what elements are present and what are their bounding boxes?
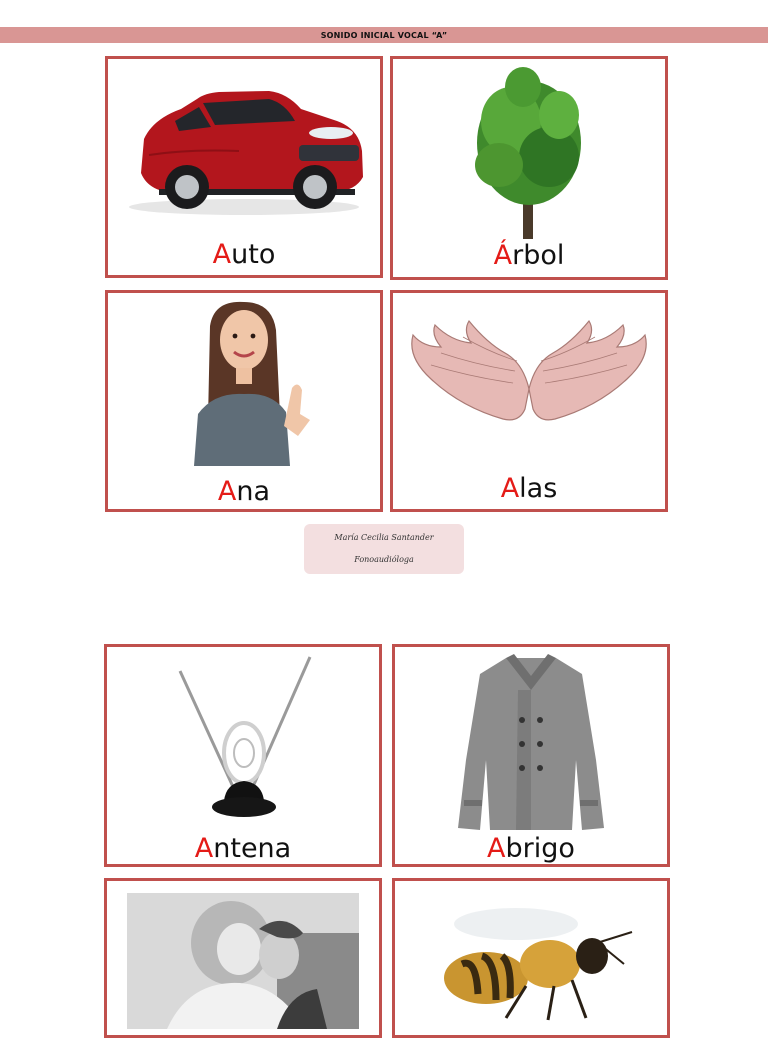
card-abrigo [392,644,670,867]
word-rest: las [519,473,558,504]
coat-image [395,647,667,833]
tree-image [393,59,665,243]
bee-image [395,889,667,1029]
antenna-image [107,647,379,831]
word-ana [108,477,380,507]
card-abrazo [104,878,382,1038]
initial-letter: A [500,473,520,504]
card-auto [105,56,383,278]
word-auto [108,240,380,270]
card-antena [104,644,382,867]
card-alas [390,290,668,512]
word-abrigo [395,834,667,864]
signature-name: María Cecilia Santander [334,533,434,542]
woman-image [108,293,380,469]
hug-image [107,891,379,1031]
word-arbol [393,241,665,271]
initial-letter: A [487,833,506,864]
word-antena [107,834,379,864]
card-abeja [392,878,670,1038]
header-bar [0,27,768,43]
car-image [108,59,380,229]
card-ana [105,290,383,512]
signature-box [304,524,464,574]
word-rest: brigo [505,833,575,864]
initial-letter: A [194,833,214,864]
word-rest: rbol [512,240,565,271]
word-rest: na [236,476,271,507]
initial-letter: A [212,239,232,270]
word-rest: ntena [213,833,292,864]
page-title: SONIDO INICIAL VOCAL “A” [320,30,448,40]
word-alas [393,474,665,504]
initial-letter: A [217,476,237,507]
wings-image [393,293,665,453]
signature-title: Fonoaudióloga [354,555,414,564]
word-rest: uto [231,239,276,270]
card-arbol [390,56,668,280]
initial-letter: Á [493,240,513,271]
